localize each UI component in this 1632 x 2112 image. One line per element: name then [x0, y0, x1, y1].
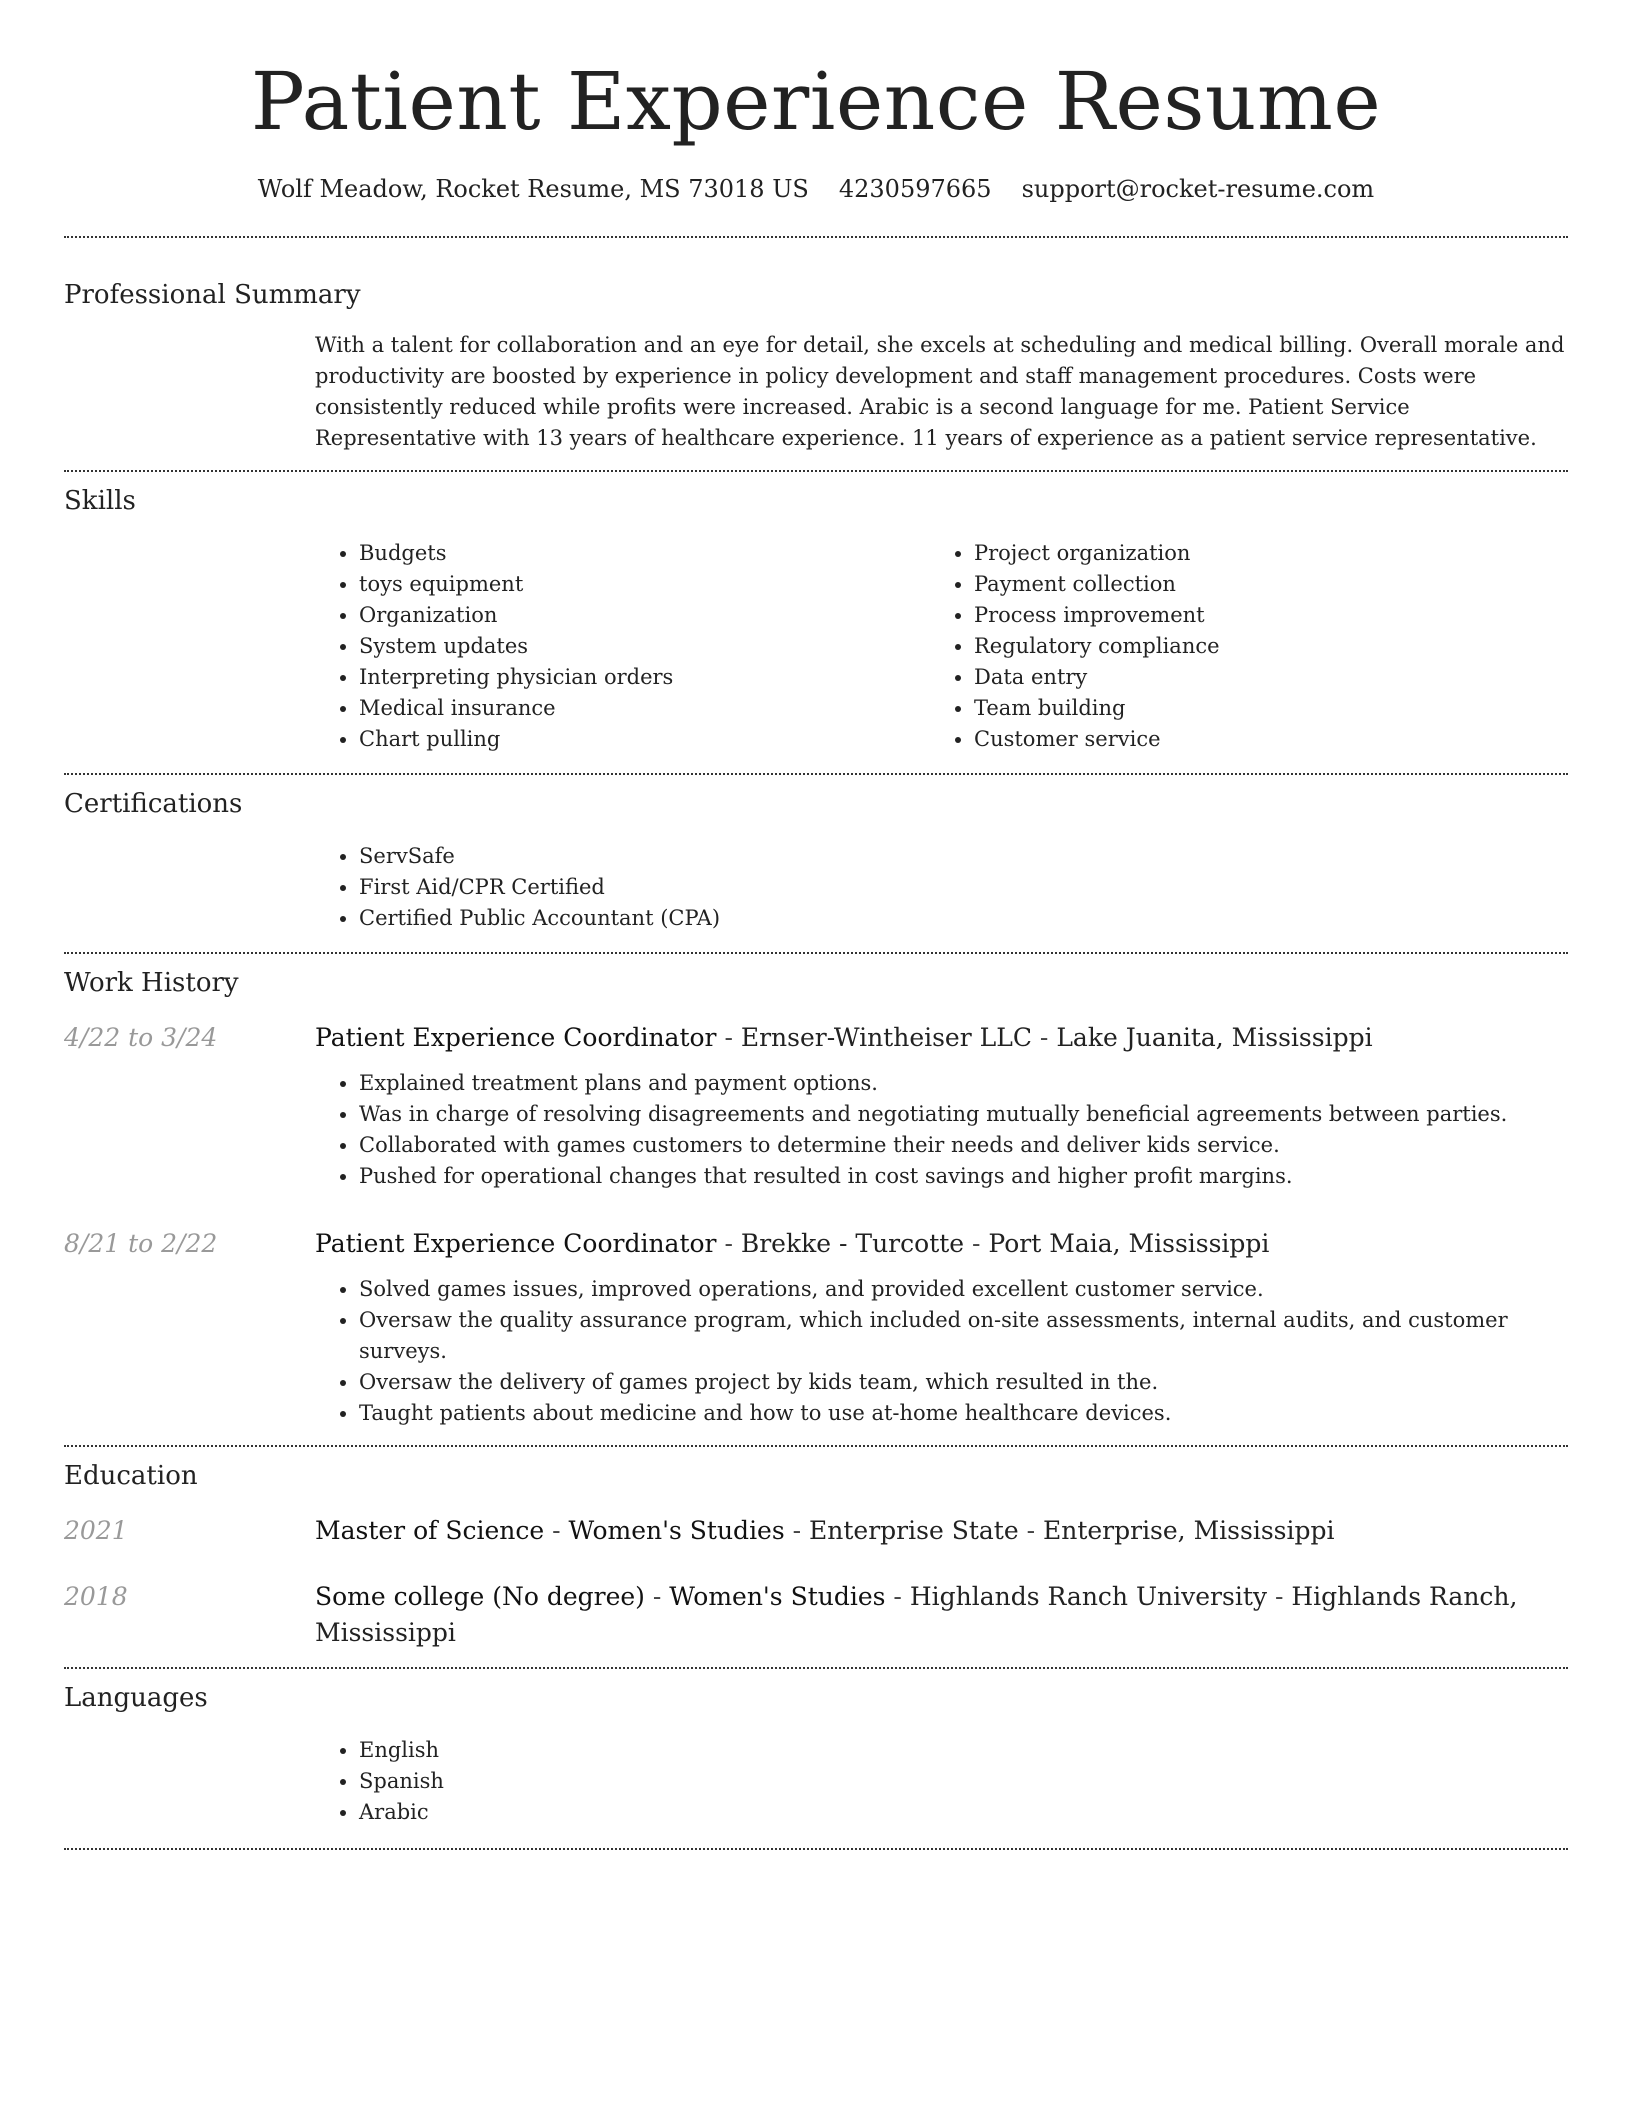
job-entry: [64, 1020, 1568, 1192]
separator: -: [1031, 1023, 1057, 1052]
contact-email: support@rocket-resume.com: [1021, 175, 1375, 203]
skills-section: [64, 484, 1568, 755]
list-item: • System updates: [359, 631, 930, 662]
education-degree: Some college (No degree): [315, 1582, 645, 1611]
education-entry: [64, 1579, 1568, 1651]
job-role: Patient Experience Coordinator: [315, 1229, 717, 1258]
list-item: • Spanish: [359, 1766, 1568, 1797]
job-entry: [64, 1226, 1568, 1429]
education-entry: [64, 1513, 1568, 1549]
education-school: Enterprise State: [809, 1516, 1019, 1545]
section-title-languages: Languages: [64, 1683, 208, 1713]
list-item: • Data entry: [974, 662, 1545, 693]
summary-section: [64, 278, 1568, 454]
list-item: • ServSafe: [359, 841, 1568, 872]
education-heading: [315, 1579, 1568, 1651]
divider: [64, 1848, 1568, 1850]
list-item: • Organization: [359, 600, 930, 631]
job-location: Lake Juanita, Mississippi: [1056, 1023, 1373, 1052]
list-item: • Project organization: [974, 538, 1545, 569]
list-item: • Payment collection: [974, 569, 1545, 600]
separator: -: [885, 1582, 910, 1611]
list-item: • Team building: [974, 693, 1545, 724]
separator: -: [1018, 1516, 1043, 1545]
job-bullets: [315, 1068, 1568, 1192]
education-school: Highlands Ranch University: [909, 1582, 1267, 1611]
job-heading: [315, 1226, 1568, 1262]
divider: [64, 952, 1568, 954]
section-title-skills: Skills: [64, 486, 136, 516]
list-item: • Collaborated with games customers to determine their needs and deliver kids service.: [359, 1130, 1568, 1161]
section-title-education: Education: [64, 1461, 198, 1491]
list-item: • Oversaw the delivery of games project by kids team, which resulted in the.: [359, 1367, 1568, 1398]
education-year: 2021: [64, 1516, 128, 1545]
list-item: • Arabic: [359, 1797, 1568, 1828]
section-title-certifications: Certifications: [64, 789, 243, 819]
list-item: • toys equipment: [359, 569, 930, 600]
job-bullets: [315, 1274, 1568, 1429]
skills-list-left: [315, 538, 930, 755]
skills-list-right: [930, 538, 1545, 755]
list-item: • Budgets: [359, 538, 930, 569]
list-item: • Customer service: [974, 724, 1545, 755]
separator: -: [544, 1516, 569, 1545]
separator: -: [784, 1516, 810, 1545]
certifications-section: [64, 787, 1568, 934]
list-item: • Solved games issues, improved operations, and provided excellent customer service.: [359, 1274, 1568, 1305]
education-heading: [315, 1513, 1568, 1549]
section-title-summary: Professional Summary: [64, 280, 361, 310]
divider: [64, 470, 1568, 472]
languages-section: [64, 1681, 1568, 1828]
list-item: • Regulatory compliance: [974, 631, 1545, 662]
job-dates: 4/22 to 3/24: [64, 1023, 218, 1052]
list-item: • Process improvement: [974, 600, 1545, 631]
divider: [64, 236, 1568, 238]
divider: [64, 773, 1568, 775]
list-item: • Chart pulling: [359, 724, 930, 755]
contact-line: [64, 172, 1568, 206]
job-location: Port Maia, Mississippi: [988, 1229, 1270, 1258]
list-item: • Medical insurance: [359, 693, 930, 724]
list-item: • Interpreting physician orders: [359, 662, 930, 693]
separator: -: [644, 1582, 670, 1611]
list-item: • Taught patients about medicine and how to use at-home healthcare devices.: [359, 1398, 1568, 1429]
separator: -: [716, 1229, 741, 1258]
certifications-list: [315, 841, 1568, 934]
education-location: Highlands Ranch, Mississippi: [315, 1582, 1518, 1647]
job-dates: 8/21 to 2/22: [64, 1229, 218, 1258]
job-org: Brekke - Turcotte: [740, 1229, 965, 1258]
section-title-work-history: Work History: [64, 968, 239, 998]
education-field: Women's Studies: [568, 1516, 785, 1545]
list-item: • Oversaw the quality assurance program, which included on-site assessments, internal audits, and customer surveys.: [359, 1305, 1568, 1367]
contact-phone: 4230597665: [838, 175, 992, 203]
education-degree: Master of Science: [315, 1516, 545, 1545]
languages-list: [315, 1735, 1568, 1828]
page-title: Patient Experience Resume: [250, 55, 1382, 148]
summary-text: With a talent for collaboration and an eye for detail, she excels at scheduling and medical billing. Overall morale and productivity are boosted by experience in policy development and staff management procedures. Costs were consistently reduced while profits were increased. Arabic is a second language for me. Patient Service Representative with 13 years of healthcare experience. 11 years of experience as a patient service representative.: [315, 333, 1565, 450]
education-year: 2018: [64, 1582, 128, 1611]
job-role: Patient Experience Coordinator: [315, 1023, 717, 1052]
contact-address: Wolf Meadow, Rocket Resume, MS 73018 US: [257, 175, 809, 203]
list-item: • Certified Public Accountant (CPA): [359, 903, 1568, 934]
list-item: • First Aid/CPR Certified: [359, 872, 1568, 903]
education-section: [64, 1459, 1568, 1651]
list-item: • Pushed for operational changes that resulted in cost savings and higher profit margins.: [359, 1161, 1568, 1192]
resume-page: [64, 0, 1568, 1850]
list-item: • Explained treatment plans and payment options.: [359, 1068, 1568, 1099]
separator: -: [1267, 1582, 1292, 1611]
education-location: Enterprise, Mississippi: [1042, 1516, 1335, 1545]
separator: -: [964, 1229, 989, 1258]
list-item: • English: [359, 1735, 1568, 1766]
separator: -: [716, 1023, 741, 1052]
divider: [64, 1667, 1568, 1669]
list-item: • Was in charge of resolving disagreements and negotiating mutually beneficial agreements between parties.: [359, 1099, 1568, 1130]
divider: [64, 1445, 1568, 1447]
job-heading: [315, 1020, 1568, 1056]
job-org: Ernser-Wintheiser LLC: [740, 1023, 1032, 1052]
work-history-section: [64, 966, 1568, 1429]
education-field: Women's Studies: [669, 1582, 886, 1611]
